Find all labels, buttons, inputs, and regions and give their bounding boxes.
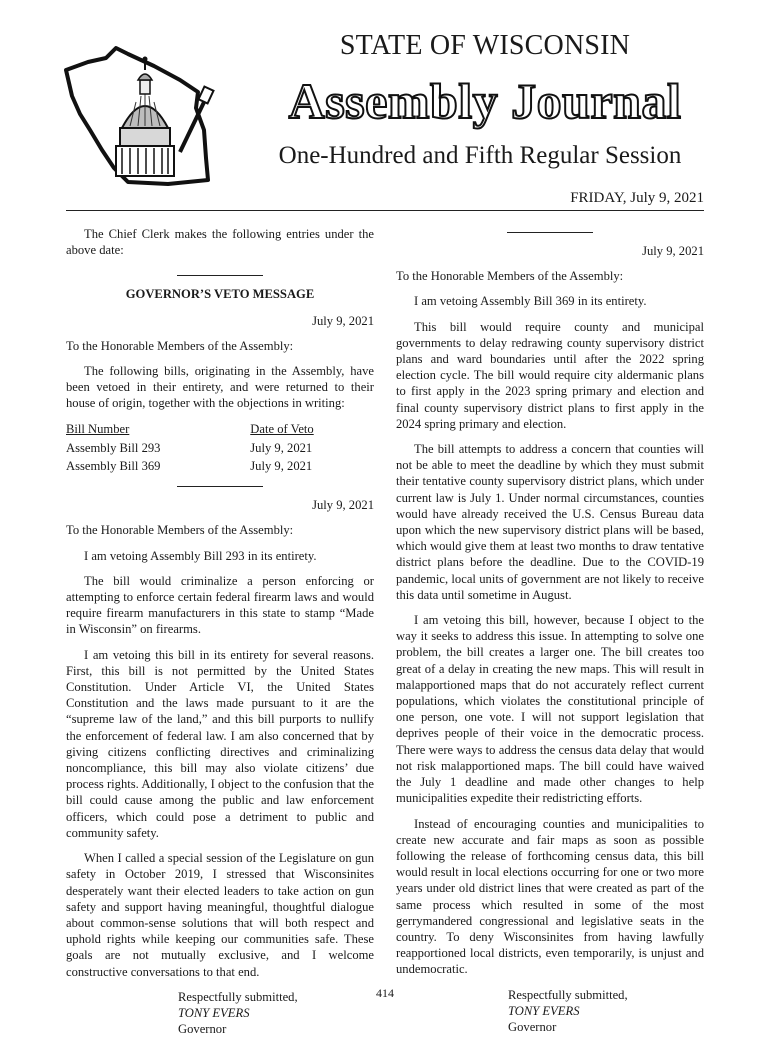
signature-title: Governor — [178, 1021, 227, 1036]
message-date: July 9, 2021 — [642, 244, 704, 258]
veto-paragraph: When I called a special session of the Legislature on gun safety in October 2019, I stressed that Wisconsinites desperately want their elected leaders to take action on gun safety and support having meaningful, thoughtful dialogue about common-sense solutions that will both respect and uphold rights while keeping our communities safe. These goals are not mutually exclusive, and I welcome constructive conversations to that end. — [66, 851, 374, 979]
intro-text: The Chief Clerk makes the following entries under the above date: — [66, 227, 374, 258]
table-row — [66, 458, 374, 476]
state-title: STATE OF WISCONSIN — [339, 30, 631, 61]
signature-title: Governor — [508, 1019, 557, 1034]
salutation: To the Honorable Members of the Assembly: — [396, 269, 624, 284]
header-rule — [66, 210, 704, 211]
veto-message-heading: GOVERNOR’S VETO MESSAGE — [125, 287, 315, 302]
message-date: July 9, 2021 — [312, 313, 374, 328]
veto-date-cell: July 9, 2021 — [250, 440, 313, 455]
wisconsin-capitol-logo — [58, 40, 234, 190]
signature-closing: Respectfully submitted, — [508, 987, 628, 1002]
veto-paragraph: This bill would require county and municipal governments to delay redrawing county supervisory district plans and ward boundaries until after the 2022 spring election cycle. The bill would require city aldermanic plans to first apply in the 2023 spring primary and election and final county supervisory district plans to first apply in the 2024 spring primary and election. — [396, 319, 704, 431]
right-column — [396, 232, 704, 1035]
message-date: July 9, 2021 — [312, 498, 374, 513]
veto-paragraph: The bill attempts to address a concern that counties will not be able to meet the deadline by which they must submit their tentative county supervisory district plans, which under current law is July 1. Under normal circumstances, counties would have already received the U.S. Census Bureau data upon which the new supervisory district plans will be based, which would give them at least two months to draw tentative district plans before the deadline. Due to the COVID-19 pandemic, local units of government are not likely to receive this data until sometime in August. — [396, 442, 704, 602]
veto-paragraph: I am vetoing Assembly Bill 369 in its entirety. — [414, 294, 647, 309]
left-column — [66, 226, 374, 1037]
signature-closing: Respectfully submitted, — [178, 989, 298, 1004]
bill-number-header: Bill Number — [66, 421, 130, 436]
vetoed-bills-table — [66, 421, 374, 477]
bill-number-cell: Assembly Bill 369 — [66, 459, 161, 474]
journal-title: Assembly Journal — [288, 73, 682, 129]
section-rule — [177, 275, 263, 276]
veto-date-header: Date of Veto — [250, 421, 314, 436]
veto-paragraph: Instead of encouraging counties and municipalities to create new accurate and fair maps as soon as possible following the release of forthcoming census data, this bill would result in local elections occurring for one or two more years under old district lines that were created as part of the same process which resulted in some of the most gerrymandered congressional and legislative seats in the country. To deny Wisconsinites from having lawfully reapportioned local districts, even temporarily, is unjust and undemocratic. — [396, 816, 704, 977]
veto-paragraph: I am vetoing Assembly Bill 293 in its entirety. — [84, 548, 317, 563]
veto-paragraph: I am vetoing this bill in its entirety for several reasons. First, this bill is not permitted by the United States Constitution. Under Article VI, the United States Constitution and the laws made pursuant to it are the “supreme law of the land,” and this bill purports to nullify the enforcement of federal law. I am also concerned that by giving citizens conflicting directives and criminalizing noncompliance, this bill may also violate citizens’ due process rights. Additionally, I object to the confusion that the bill could cause among the public and law enforcement officers, which could pose a detriment to public and community safety. — [66, 647, 374, 840]
bill-number-cell: Assembly Bill 293 — [66, 440, 161, 455]
table-row — [66, 440, 374, 458]
salutation: To the Honorable Members of the Assembly: — [66, 523, 294, 538]
section-rule — [177, 486, 263, 487]
veto-paragraph: The following bills, originating in the Assembly, have been vetoed in their entirety, and were returned to their house of origin, together with the objections in writing: — [66, 364, 374, 411]
salutation: To the Honorable Members of the Assembly: — [66, 338, 294, 353]
veto-paragraph: I am vetoing this bill, however, because I object to the way it seeks to address this issue. In attempting to solve one problem, the bill creates a larger one. The bill creates too great of a delay in creating the new maps. This will result in malapportioned maps that do not accurately reflect current populations, which violates the constitutional principle of one person, one vote. I will not support legislation that deprives people of their voice in the democratic process. There were ways to address the census data delay that would not risk malapportioned maps. The bill could have waived the July 1 deadline and made other changes to help municipalities expedite their redistricting efforts. — [396, 613, 704, 806]
signature-name: TONY EVERS — [178, 1005, 250, 1020]
section-rule — [507, 232, 593, 233]
signature-name: TONY EVERS — [508, 1003, 580, 1018]
session-title: One-Hundred and Fifth Regular Session — [278, 142, 682, 169]
veto-date-cell: July 9, 2021 — [250, 459, 313, 474]
journal-date: FRIDAY, July 9, 2021 — [570, 190, 704, 206]
page-number: 414 — [376, 986, 394, 1000]
veto-paragraph: The bill would criminalize a person enforcing or attempting to enforce certain federal firearm laws and would require firearm manufacturers in this state to stamp “Made in Wisconsin” on firearms. — [66, 573, 374, 637]
